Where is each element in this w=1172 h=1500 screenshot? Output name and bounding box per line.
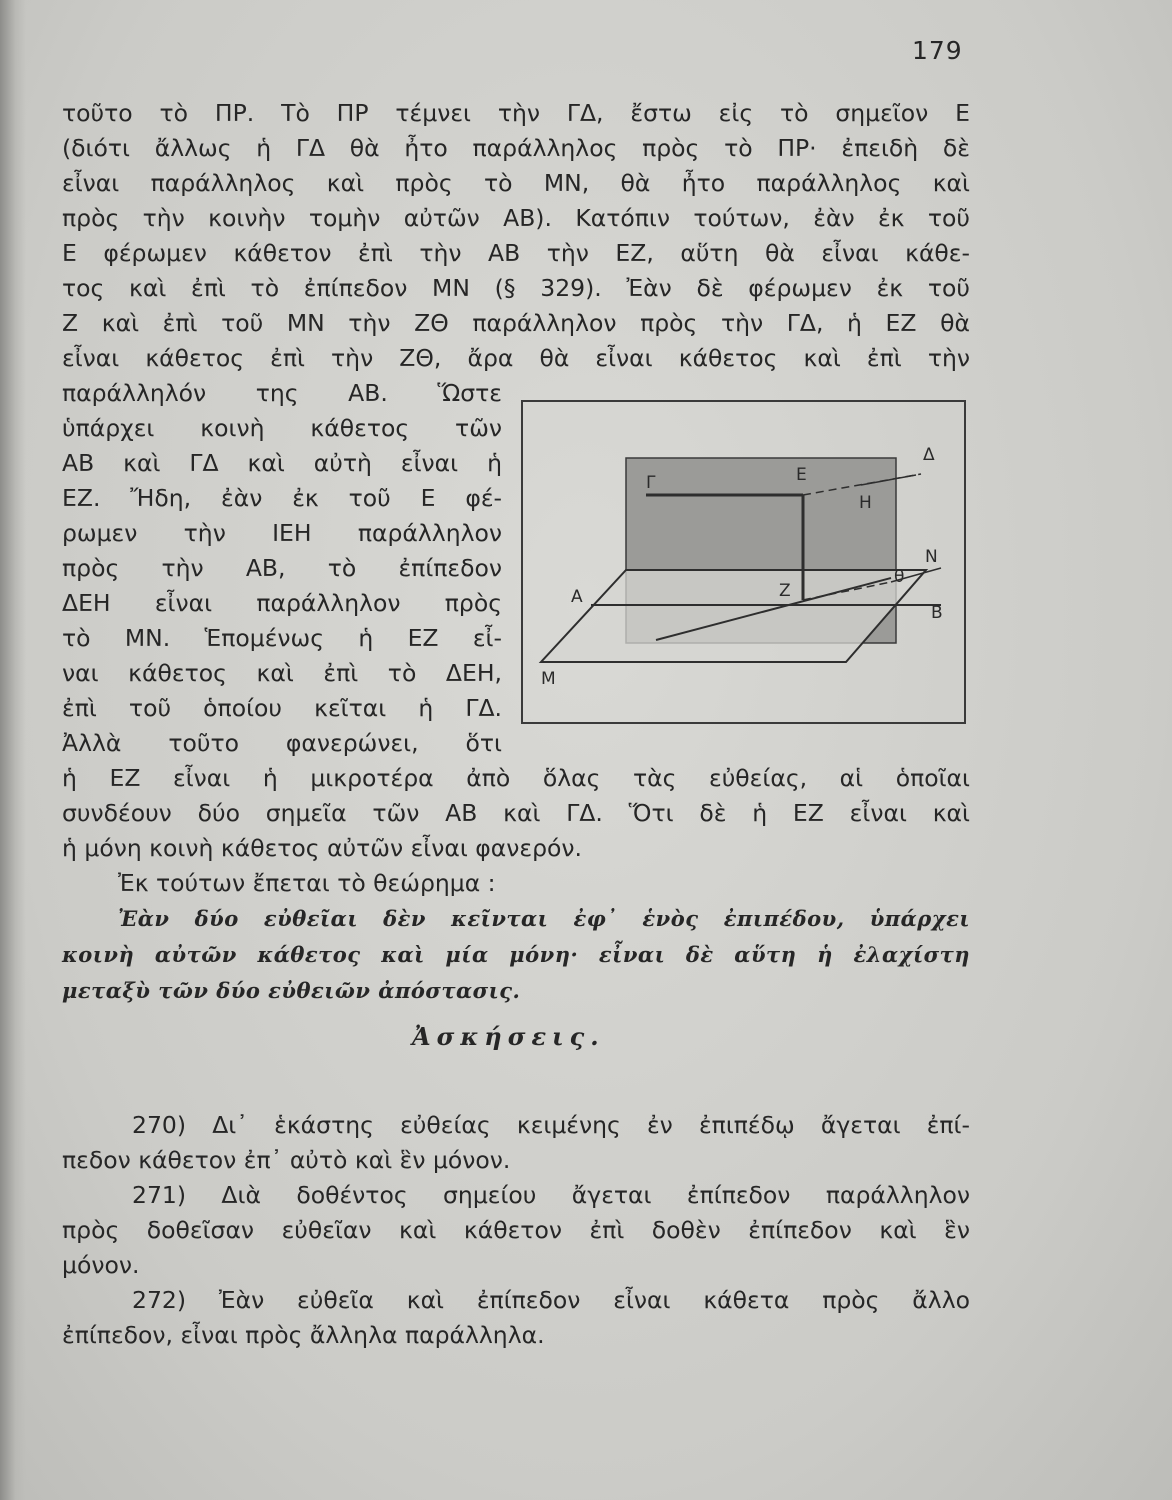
side-text-line: Ἀλλὰ τοῦτο φανερώνει, ὅτι xyxy=(62,729,502,757)
side-text-line: ὑπάρχει κοινὴ κάθετος τῶν xyxy=(62,414,502,442)
text-line: Ζ καὶ ἐπὶ τοῦ ΜΝ τὴν ΖΘ παράλληλον πρὸς τὴν ΓΔ, ἡ ΕΖ θὰ xyxy=(62,309,970,337)
book-spine-shadow xyxy=(0,0,26,1500)
exercise-272-line: ἐπίπεδον, εἶναι πρὸς ἄλληλα παράλληλα. xyxy=(62,1321,545,1349)
side-text-line: ΔΕΗ εἶναι παράλληλον πρὸς xyxy=(62,589,502,617)
exercise-271-line: πρὸς δοθεῖσαν εὐθεῖαν καὶ κάθετον ἐπὶ δοθὲν ἐπίπεδον καὶ ἓν xyxy=(62,1216,970,1244)
label-nu: Ν xyxy=(925,547,938,567)
exercise-271-line: 271) Διὰ δοθέντος σημείου ἄγεται ἐπίπεδον παράλληλον xyxy=(132,1181,970,1209)
figure-svg xyxy=(521,400,966,724)
geometry-figure xyxy=(521,400,966,724)
text-line: ἡ μόνη κοινὴ κάθετος αὐτῶν εἶναι φανερόν. xyxy=(62,834,582,862)
exercise-270-line: 270) Δι᾿ ἑκάστης εὐθείας κειμένης ἐν ἐπιπέδῳ ἄγεται ἐπί- xyxy=(132,1111,970,1139)
text-line: Ε φέρωμεν κάθετον ἐπὶ τὴν ΑΒ τὴν ΕΖ, αὕτη θὰ εἶναι κάθε- xyxy=(62,239,970,267)
theorem-line: Ἐὰν δύο εὐθεῖαι δὲν κεῖνται ἐφ᾿ ἑνὸς ἐπιπέδου, ὑπάρχει xyxy=(118,906,970,931)
text-line: εἶναι κάθετος ἐπὶ τὴν ΖΘ, ἄρα θὰ εἶναι κάθετος καὶ ἐπὶ τὴν xyxy=(62,344,970,372)
text-line: τοῦτο τὸ ΠΡ. Τὸ ΠΡ τέμνει τὴν ΓΔ, ἔστω εἰς τὸ σημεῖον Ε xyxy=(62,99,970,127)
side-text-line: τὸ ΜΝ. Ἑπομένως ἡ ΕΖ εἶ- xyxy=(62,624,502,652)
text-line: (διότι ἄλλως ἡ ΓΔ θὰ ἦτο παράλληλος πρὸς τὸ ΠΡ· ἐπειδὴ δὲ xyxy=(62,134,970,162)
label-theta: θ xyxy=(894,567,905,587)
text-line: τος καὶ ἐπὶ τὸ ἐπίπεδον ΜΝ (§ 329). Ἐὰν δὲ φέρωμεν ἐκ τοῦ xyxy=(62,274,970,302)
label-beta: Β xyxy=(931,603,943,623)
label-alpha: Α xyxy=(571,587,583,607)
side-text-line: ΕΖ. Ἤδη, ἐὰν ἐκ τοῦ Ε φέ- xyxy=(62,484,502,512)
side-text-line: πρὸς τὴν ΑΒ, τὸ ἐπίπεδον xyxy=(62,554,502,582)
side-text-line: ναι κάθετος καὶ ἐπὶ τὸ ΔΕΗ, xyxy=(62,659,502,687)
text-line: ἡ ΕΖ εἶναι ἡ μικροτέρα ἀπὸ ὅλας τὰς εὐθείας, αἱ ὁποῖαι xyxy=(62,764,970,792)
text-line: πρὸς τὴν κοινὴν τομὴν αὐτῶν ΑΒ). Κατόπιν τούτων, ἐὰν ἐκ τοῦ xyxy=(62,204,970,232)
label-gamma: Γ xyxy=(646,473,656,493)
page-number: 179 xyxy=(912,36,963,65)
exercise-271-line: μόνον. xyxy=(62,1251,140,1279)
theorem-line: μεταξὺ τῶν δύο εὐθειῶν ἀπόστασις. xyxy=(62,978,521,1003)
exercise-270-line: πεδον κάθετον ἐπ᾿ αὐτὸ καὶ ἓν μόνον. xyxy=(62,1146,511,1174)
text-line: εἶναι παράλληλος καὶ πρὸς τὸ ΜΝ, θὰ ἦτο παράλληλος καὶ xyxy=(62,169,970,197)
side-text-line: ἐπὶ τοῦ ὁποίου κεῖται ἡ ΓΔ. xyxy=(62,694,502,722)
theorem-intro: Ἐκ τούτων ἔπεται τὸ θεώρημα : xyxy=(118,869,496,897)
label-eta: Η xyxy=(859,493,872,513)
side-text-line: ΑΒ καὶ ΓΔ καὶ αὐτὴ εἶναι ἡ xyxy=(62,449,502,477)
label-delta: Δ xyxy=(923,445,935,465)
side-text-line: παράλληλόν της ΑΒ. Ὥστε xyxy=(62,379,502,407)
label-zeta: Ζ xyxy=(779,581,791,601)
theorem-line: κοινὴ αὐτῶν κάθετος καὶ μία μόνη· εἶναι δὲ αὕτη ἡ ἐλαχίστη xyxy=(62,942,970,967)
text-line: συνδέουν δύο σημεῖα τῶν ΑΒ καὶ ΓΔ. Ὅτι δὲ ἡ ΕΖ εἶναι καὶ xyxy=(62,799,970,827)
label-mu: Μ xyxy=(541,669,556,689)
section-heading: Ἀσκήσεις. xyxy=(412,1022,605,1051)
label-epsilon: Ε xyxy=(796,465,807,485)
exercise-272-line: 272) Ἐὰν εὐθεῖα καὶ ἐπίπεδον εἶναι κάθετα πρὸς ἄλλο xyxy=(132,1286,970,1314)
side-text-line: ρωμεν τὴν ΙΕΗ παράλληλον xyxy=(62,519,502,547)
